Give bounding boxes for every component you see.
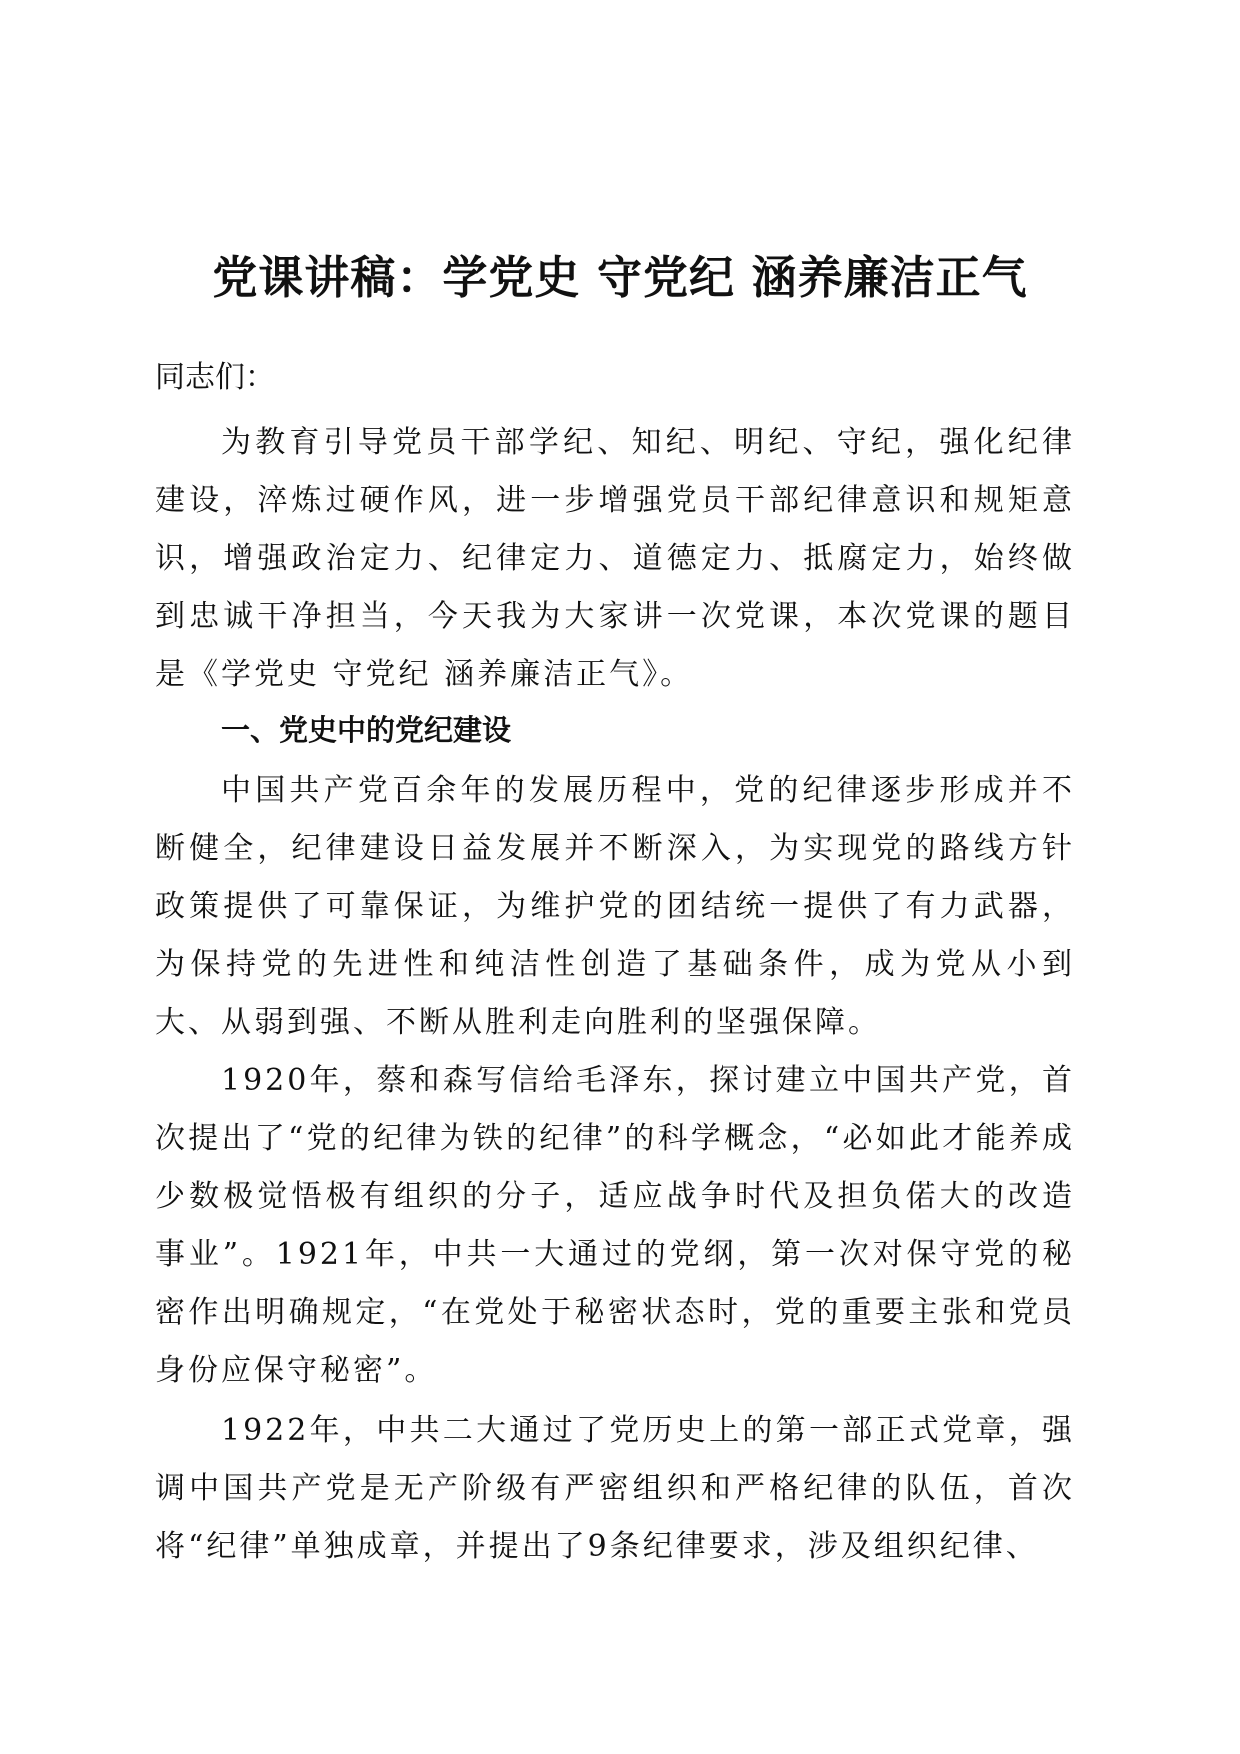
section-heading: 一、党史中的党纪建设	[221, 713, 512, 747]
paragraph-1920-1921: 1920年，蔡和森写信给毛泽东，探讨建立中国共产党，首次提出了“党的纪律为铁的纪律”的科学概念，“必如此才能养成少数极觉悟极有组织的分子，适应战争时代及担负偌大的改造事业”。1921年，中共一大通过的党纲，第一次对保守党的秘密作出明确规定，“在党处于秘密状态时，党的重要主张和党员身份应保守秘密”。	[155, 1063, 1075, 1388]
paragraph-discipline-history: 中国共产党百余年的发展历程中，党的纪律逐步形成并不断健全，纪律建设日益发展并不断深入，为实现党的路线方针政策提供了可靠保证，为维护党的团结统一提供了有力武器，为保持党的先进性和纯洁性创造了基础条件，成为党从小到大、从弱到强、不断从胜利走向胜利的坚强保障。	[155, 773, 1075, 1040]
paragraph-1922: 1922年，中共二大通过了党历史上的第一部正式党章，强调中国共产党是无产阶级有严密组织和严格纪律的队伍，首次将“纪律”单独成章，并提出了9条纪律要求，涉及组织纪律、	[155, 1413, 1075, 1564]
paragraph-intro: 为教育引导党员干部学纪、知纪、明纪、守纪，强化纪律建设，淬炼过硬作风，进一步增强党员干部纪律意识和规矩意识，增强政治定力、纪律定力、道德定力、抵腐定力，始终做到忠诚干净担当，今天我为大家讲一次党课，本次党课的题目是《学党史 守党纪 涵养廉洁正气》。	[155, 425, 1075, 692]
document-title: 党课讲稿：学党史 守党纪 涵养廉洁正气	[212, 251, 1028, 304]
salutation: 同志们：	[155, 360, 275, 395]
